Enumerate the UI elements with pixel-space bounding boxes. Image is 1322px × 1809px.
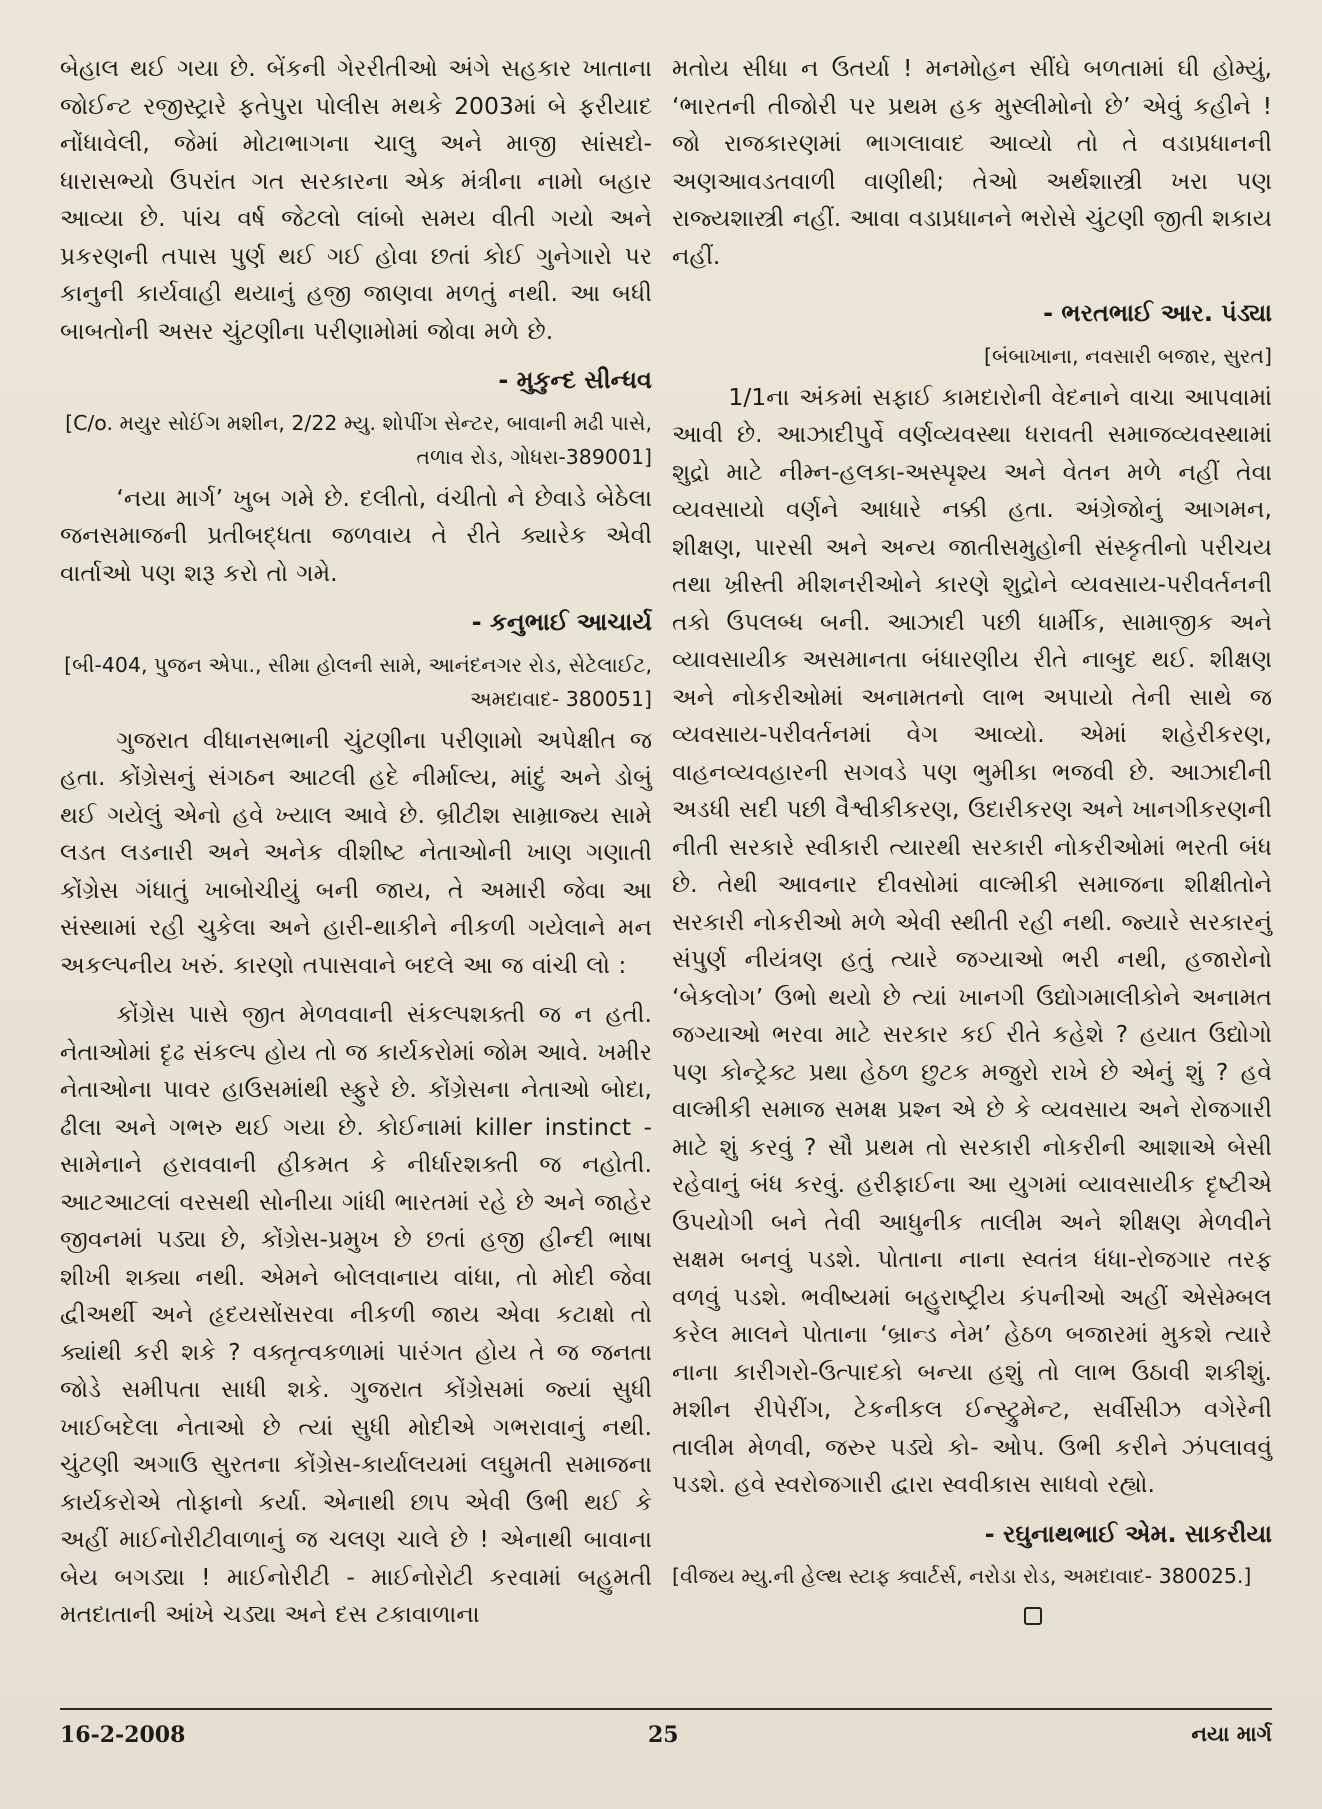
letter-signature: - કનુભાઈ આચાર્ય [471, 608, 652, 636]
letter-paragraph: ગુજરાત વીધાનસભાની ચુંટણીના પરીણામો અપેક્ષીત જ હતા. કોંગ્રેસનું સંગઠન આટલી હદે નીર્માલ્ય, માંદું અને ડોબું થઈ ગયેલું એનો હવે ખ્યાલ આવે છે. બ્રીટીશ સામ્રાજ્ય સામે લડત લડનારી અને અનેક વીશીષ્ટ નેતાઓની ખાણ ગણાતી કોંગ્રેસ ગંધાતું ખાબોચીયું બની જાય, તે અમારી જેવા આ સંસ્થામાં રહી ચુકેલા અને હારી-થાકીને નીકળી ગયેલાને મન અકલ્પનીય ખરું. કારણો તપાસવાને બદલે આ જ વાંચી લો : [60, 725, 652, 979]
magazine-name: નયા માર્ગ [1191, 1722, 1272, 1746]
left-column [60, 50, 652, 1634]
letter-paragraph: ‘નયા માર્ગ’ ખુબ ગમે છે. દલીતો, વંચીતો ને છેવાડે બેઠેલા જનસમાજની પ્રતીબદ્ધતા જળવાય તે રીતે ક્યારેક એવી વાર્તાઓ પણ શરૂ કરો તો ગમે. [60, 483, 652, 587]
letter-paragraph: મતોય સીધા ન ઉતર્યા ! મનમોહન સીંઘે બળતામાં ઘી હોમ્યું, ‘ભારતની તીજોરી પર પ્રથમ હક મુસ્લીમોનો છે’ એવું કહીને ! જો રાજકારણમાં ભાગલાવાદ આવ્યો તો તે વડાપ્રધાનની અણઆવડતવાળી વાણીથી; તેઓ અર્થશાસ્ત્રી ખરા પણ રાજ્યશાસ્ત્રી નહીં. આવા વડાપ્રધાનને ભરોસે ચુંટણી જીતી શકાય નહીં. [672, 54, 1272, 270]
letter-address: [બંબાખાના, નવસારી બજાર, સુરત] [983, 343, 1272, 368]
right-column [672, 50, 1272, 1637]
letter-paragraph: કોંગ્રેસ પાસે જીત મેળવવાની સંકલ્પશક્તી જ ન હતી. નેતાઓમાં દૃઢ સંકલ્પ હોય તો જ કાર્યકરોમાં જોમ આવે. ખમીર નેતાઓના પાવર હાઉસમાંથી સ્ફુરે છે. કોંગ્રેસના નેતાઓ બોદા, ઢીલા અને ગભરુ થઈ ગયા છે. કોઈનામાં killer instinct - સામેનાને હરાવવાની હીકમત કે નીર્ધારશક્તી જ નહોતી. આટઆટલાં વરસથી સોનીયા ગાંધી ભારતમાં રહે છે અને જાહેર જીવનમાં પડ્યા છે, કોંગ્રેસ-પ્રમુખ છે છતાં હજી હીન્દી ભાષા શીખી શક્યા નથી. એમને બોલવાનાય વાંધા, તો મોદી જેવા દ્વીઅર્થી અને હૃદયસોંસરવા નીકળી જાય એવા કટાક્ષો તો ક્યાંથી કરી શકે ? વક્તૃત્વકળામાં પારંગત હોય તે જ જનતા જોડે સમીપતા સાધી શકે. ગુજરાત કોંગ્રેસમાં જ્યાં સુધી ખાઈબદેલા નેતાઓ છે ત્યાં સુધી મોદીએ ગભરાવાનું નથી. ચુંટણી અગાઉ સુરતના કોંગ્રેસ-કાર્યાલયમાં લઘુમતી સમાજના કાર્યકરોએ તોફાનો કર્યા. એનાથી છાપ એવી ઉભી થઈ કે અહીં માઈનોરીટીવાળાનું જ ચલણ ચાલે છે ! એનાથી બાવાના બેય બગડ્યા ! માઈનોરીટી - માઈનોરોટી કરવામાં બહુમતી મતદાતાની આંખે ચડ્યા અને દસ ટકાવાળાના [60, 1000, 652, 1628]
footer-date: 16-2-2008 [60, 1722, 186, 1748]
letter-address: [C/o. મયુર સોઈંગ મશીન, 2/22 મ્યુ. શોપીંગ સેન્ટર, બાવાની મઢી પાસે, તળાવ રોડ, ગોધરા-389001] [65, 410, 652, 469]
page-number: 25 [648, 1722, 679, 1748]
letter-signature: - ભરતભાઈ આર. પંડ્યા [1043, 299, 1272, 327]
letter-address: [બી-404, પુજન એપા., સીમા હોલની સામે, આનંદનગર રોડ, સેટેલાઈટ, અમદાવાદ- 380051] [64, 652, 652, 711]
letter-paragraph: બેહાલ થઈ ગયા છે. બેંકની ગેરરીતીઓ અંગે સહકાર ખાતાના જોઈન્ટ રજીસ્ટ્રારે ફતેપુરા પોલીસ મથકે 2003માં બે ફરીયાદ નોંધાવેલી, જેમાં મોટાભાગના ચાલુ અને માજી સાંસદો- ધારાસભ્યો ઉપરાંત ગત સરકારના એક મંત્રીના નામો બહાર આવ્યા છે. પાંચ વર્ષ જેટલો લાંબો સમય વીતી ગયો અને પ્રકરણની તપાસ પુર્ણ થઈ ગઈ હોવા છતાં કોઈ ગુનેગારો પર કાનુની કાર્યવાહી થયાનું હજી જાણવા મળતું નથી. આ બધી બાબતોની અસર ચુંટણીના પરીણામોમાં જોવા મળે છે. [60, 54, 652, 345]
letter-signature: - રઘુનાથભાઈ એમ. સાકરીયા [984, 1519, 1272, 1548]
letter-signature: - મુકુન્દ સીન્ધવ [498, 366, 652, 394]
letter-address: [વીજય મ્યુ.ની હેલ્થ સ્ટાફ ક્વાર્ટર્સ, નરોડા રોડ, અમદાવાદ- 380025.] [672, 1564, 1252, 1588]
footer-rule [60, 1708, 1272, 1710]
letter-paragraph: 1/1ના અંકમાં સફાઈ કામદારોની વેદનાને વાચા આપવામાં આવી છે. આઝાદીપુર્વે વર્ણવ્યવસ્થા ધરાવતી સમાજવ્યવસ્થામાં શુદ્રો માટે નીમ્ન-હલકા-અસ્પૃશ્ય અને વેતન મળે નહીં તેવા વ્યવસાયો વર્ણને આધારે નક્કી હતા. અંગ્રેજોનું આગમન, શીક્ષણ, પારસી અને અન્ય જાતીસમુહોની સંસ્કૃતીનો પરીચય તથા ખ્રીસ્તી મીશનરીઓને કારણે શુદ્રોને વ્યવસાય-પરીવર્તનની તકો ઉપલબ્ધ બની. આઝાદી પછી ધાર્મીક, સામાજીક અને વ્યાવસાયીક અસમાનતા બંધારણીય રીતે નાબુદ થઈ. શીક્ષણ અને નોકરીઓમાં અનામતનો લાભ અપાયો તેની સાથે જ વ્યવસાય-પરીવર્તનમાં વેગ આવ્યો. એમાં શહેરીકરણ, વાહનવ્યવહારની સગવડે પણ ભુમીકા ભજવી છે. આઝાદીની અડધી સદી પછી વૈશ્વીકીકરણ, ઉદારીકરણ અને ખાનગીકરણની નીતી સરકારે સ્વીકારી ત્યારથી સરકારી નોકરીઓમાં ભરતી બંધ છે. તેથી આવનાર દીવસોમાં વાલ્મીકી સમાજના શીક્ષીતોને સરકારી નોકરીઓ મળે એવી સ્થીતી રહી નથી. જ્યારે સરકારનું સંપુર્ણ નીયંત્રણ હતું ત્યારે જગ્યાઓ ભરી નથી, હજારોનો ‘બેકલોગ’ ઉભો થયો છે ત્યાં ખાનગી ઉદ્યોગમાલીકોને અનામત જગ્યાઓ ભરવા માટે સરકાર કઈ રીતે કહેશે ? હયાત ઉદ્યોગો પણ કોન્ટ્રેક્ટ પ્રથા હેઠળ છુટક મજુરો રાખે છે એનું શું ? હવે વાલ્મીકી સમાજ સમક્ષ પ્રશ્ન એ છે કે વ્યવસાય અને રોજગારી માટે શું કરવું ? સૌ પ્રથમ તો સરકારી નોકરીની આશાએ બેસી રહેવાનું બંધ કરવું. હરીફાઈના આ યુગમાં વ્યાવસાયીક દૃષ્ટીએ ઉપયોગી બને તેવી આધુનીક તાલીમ અને શીક્ષણ મેળવીને સક્ષમ બનવું પડશે. પોતાના નાના સ્વતંત્ર ધંધા-રોજગાર તરફ વળવું પડશે. ભવીષ્યમાં બહુરાષ્ટ્રીય કંપનીઓ અહીં એસેમ્બલ કરેલ માલને પોતાના ‘બ્રાન્ડ નેમ’ હેઠળ બજારમાં મુકશે ત્યારે નાના કારીગરો-ઉત્પાદકો બન્યા હશું તો લાભ ઉઠાવી શકીશું. મશીન રીપેરીંગ, ટેકનીકલ ઈન્સ્ટ્રુમેન્ટ, સર્વીસીઝ વગેરેની તાલીમ મેળવી, જરુર પડ્યે કો- ઓપ. ઉભી કરીને ઝંપલાવવું પડશે. હવે સ્વરોજગારી દ્વારા સ્વવીકાસ સાધવો રહ્યો. [672, 382, 1272, 1498]
end-of-article-square-icon [672, 1599, 1272, 1637]
